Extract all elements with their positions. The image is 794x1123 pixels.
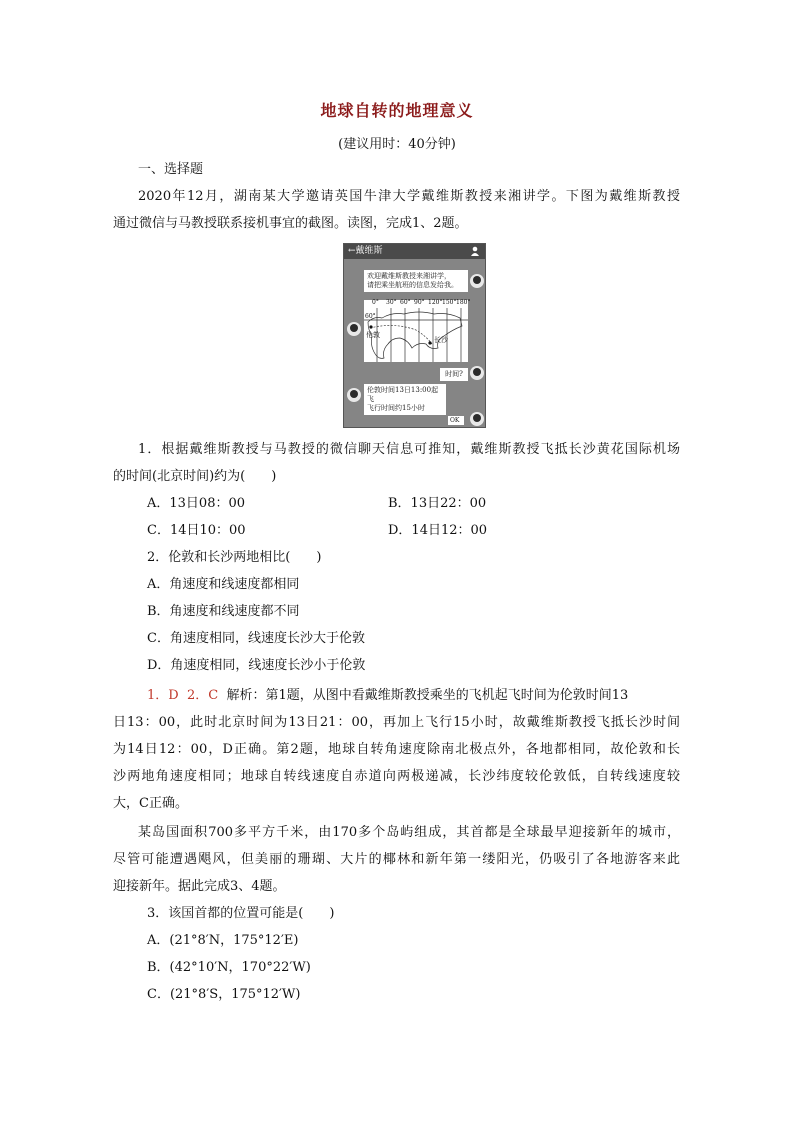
lat-label: 60°	[365, 313, 376, 320]
q1-option-c: C．14日10：00	[147, 523, 246, 538]
page-subtitle: (建议用时：40分钟)	[338, 137, 456, 152]
bubble-flight-line-1: 伦敦时间13日13:00起飞	[367, 386, 439, 403]
city-changsha-label: 长沙	[434, 336, 448, 344]
q2-option-a: A．角速度和线速度都相同	[147, 577, 300, 592]
q1-option-a: A．13日08：00	[147, 496, 246, 511]
chat-bubble-flight	[364, 384, 446, 415]
avatar-davis	[347, 322, 361, 336]
q3-stem: 3．该国首都的位置可能是( )	[147, 906, 335, 921]
chat-bubble-welcome	[364, 270, 468, 292]
lon-label: 60°	[400, 299, 411, 306]
lon-label: 90°	[414, 299, 425, 306]
analysis-line-5: 大，C正确。	[113, 796, 188, 811]
chat-header-title: ←戴维斯	[348, 246, 383, 256]
intro2-line-1: 某岛国面积700多平方千米，由170多个岛屿组成，其首都是全球最早迎接新年的城市，	[138, 825, 680, 840]
intro2-line-2: 尽管可能遭遇飓风，但美丽的珊瑚、大片的椰林和新年第一缕阳光，仍吸引了各地游客来此	[113, 852, 680, 867]
bubble-flight-line-2: 飞行时间约15小时	[367, 404, 425, 412]
avatar-ma	[470, 274, 484, 288]
answer-1: 1．D	[147, 688, 179, 703]
lon-label: 150°	[442, 299, 457, 306]
answer-2: 2．C	[186, 688, 219, 703]
bubble-welcome-line-1: 欢迎戴维斯教授来湘讲学，	[367, 272, 451, 280]
lon-label: 120°	[428, 299, 443, 306]
answer-line-1	[147, 686, 680, 706]
analysis-line-2: 日13：00，此时北京时间为13日21：00，再加上飞行15小时，故戴维斯教授飞抵长沙时间	[113, 715, 680, 730]
q3-option-a: A．(21°8′N，175°12′E)	[147, 933, 299, 948]
lon-label: 180°	[456, 299, 471, 306]
q3-option-b: B．(42°10′N，170°22′W)	[147, 960, 311, 975]
chat-header	[344, 244, 485, 259]
q1-option-d: D．14日12：00	[388, 523, 488, 538]
bubble-welcome-line-2: 请把乘坐航班的信息发给我。	[367, 281, 458, 289]
analysis-text: 解析：第1题，从图中看戴维斯教授乘坐的飞机起飞时间为伦敦时间13	[226, 688, 629, 703]
q3-option-c: C．(21°8′S，175°12′W)	[147, 987, 301, 1002]
analysis-line-4: 沙两地角速度相同；地球自转线速度自赤道向两极递减，长沙纬度较伦敦低，自转线速度较	[113, 769, 680, 784]
q2-option-b: B．角速度和线速度都不同	[147, 604, 300, 619]
q2-stem: 2．伦敦和长沙两地相比( )	[147, 550, 322, 565]
intro1-line-2: 通过微信与马教授联系接机事宜的截图。读图，完成1、2题。	[113, 216, 468, 231]
page-title: 地球自转的地理意义	[320, 101, 474, 120]
q2-option-c: C．角速度相同，线速度长沙大于伦敦	[147, 631, 365, 646]
analysis-line-3: 为14日12：00，D正确。第2题，地球自转角速度除南北极点外，各地都相同，故伦敦和长	[113, 742, 680, 757]
user-icon	[470, 246, 480, 256]
chat-bubble-time: 时间?	[440, 368, 468, 381]
lon-label: 0°	[372, 299, 379, 306]
longitude-labels	[372, 299, 471, 308]
avatar-davis	[347, 388, 361, 402]
wechat-figure	[343, 243, 486, 428]
q1-stem-line-2: 的时间(北京时间)约为( )	[113, 469, 277, 484]
q2-option-d: D．角速度相同，线速度长沙小于伦敦	[147, 658, 366, 673]
intro2-line-3: 迎接新年。据此完成3、4题。	[113, 879, 286, 894]
intro1-line-1: 2020年12月，湖南某大学邀请英国牛津大学戴维斯教授来湘讲学。下图为戴维斯教授	[138, 189, 680, 204]
q1-stem-line-1: 1．根据戴维斯教授与马教授的微信聊天信息可推知，戴维斯教授飞抵长沙黄花国际机场	[138, 442, 680, 457]
avatar-ma	[470, 412, 484, 426]
avatar-ma	[470, 366, 484, 380]
route-map	[364, 299, 471, 362]
ok-button: OK	[448, 416, 464, 425]
lon-label: 30°	[386, 299, 397, 306]
section-heading: 一、选择题	[138, 162, 204, 177]
city-london-label: 伦敦	[366, 331, 380, 339]
q1-option-b: B．13日22：00	[388, 496, 487, 511]
